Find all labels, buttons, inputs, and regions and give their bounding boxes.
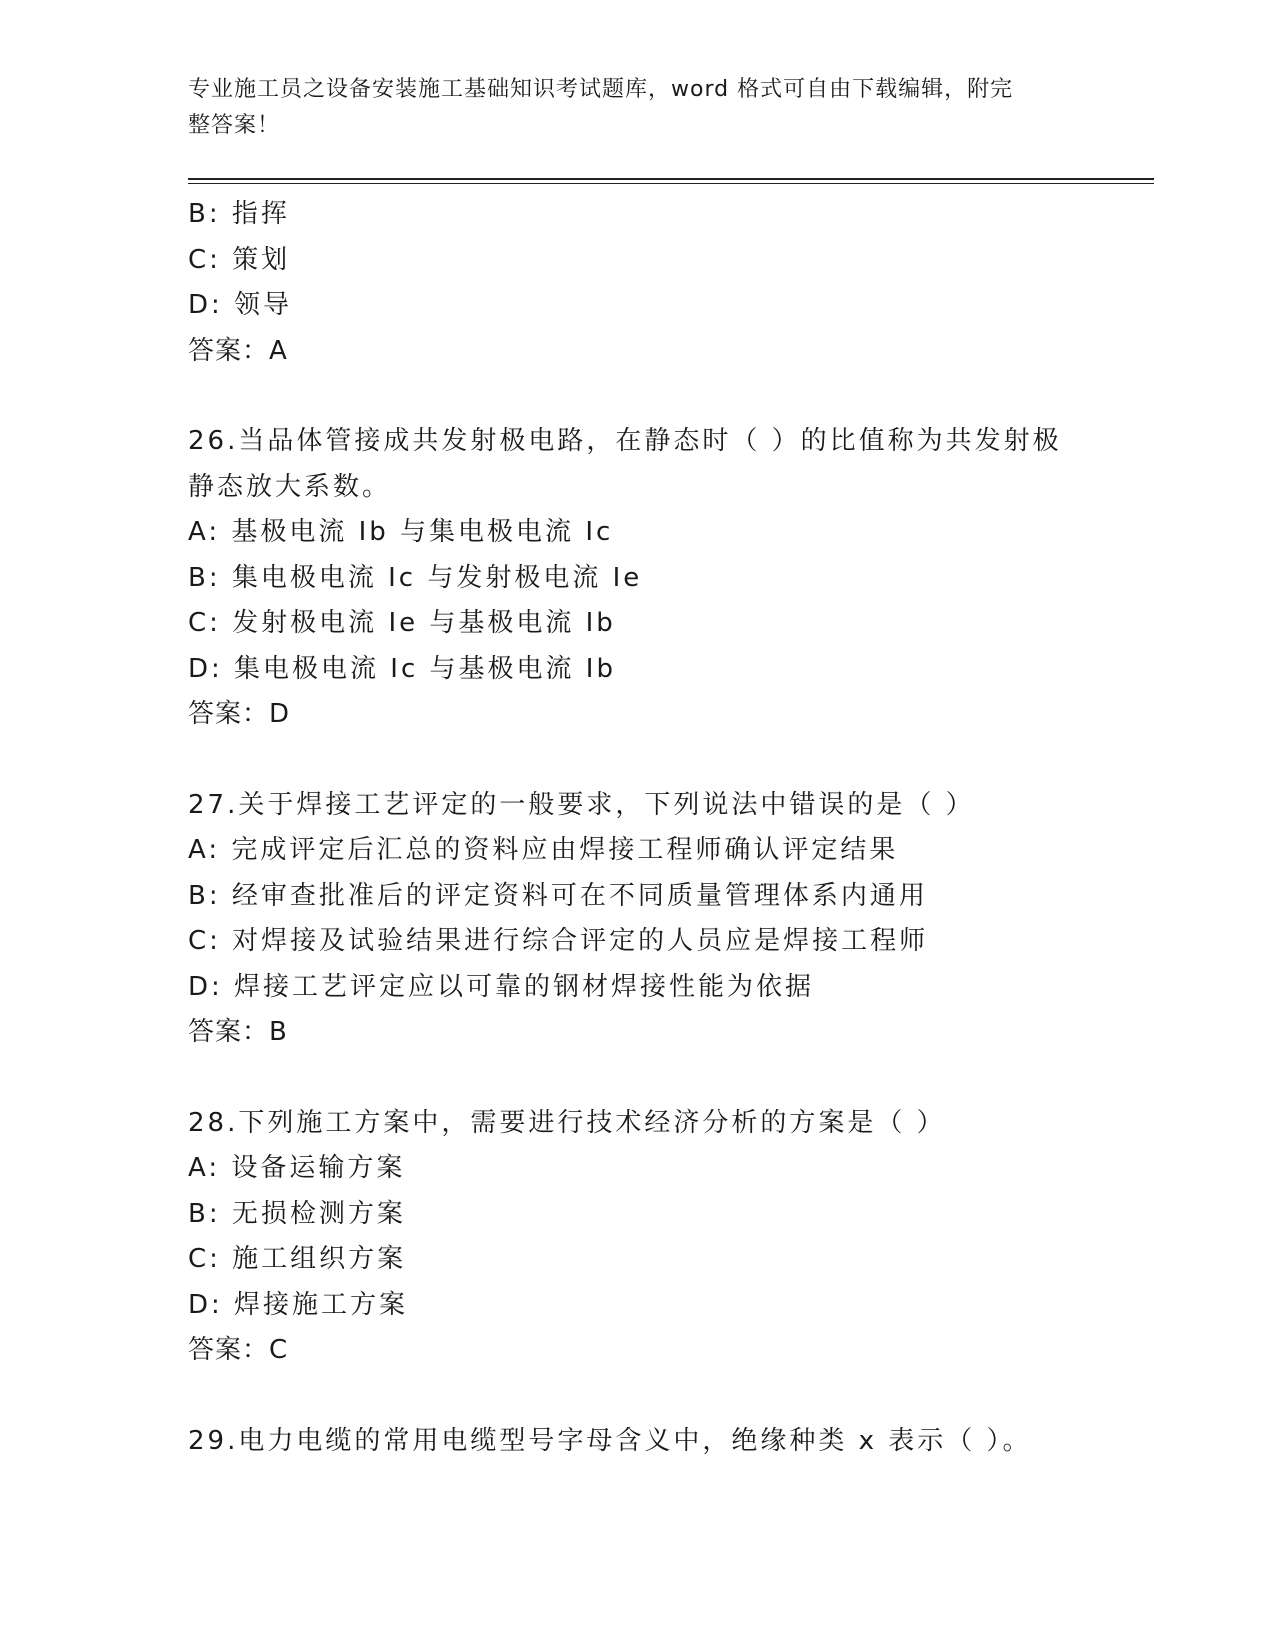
option-d: D: 领导 xyxy=(188,290,293,320)
question-stem: 29.电力电缆的常用电缆型号字母含义中，绝缘种类 x 表示（ ）。 xyxy=(188,1425,1032,1456)
header-rule-thin xyxy=(188,183,1154,184)
option-b: B: 集电极电流 Ic 与发射极电流 Ie xyxy=(188,562,643,593)
option-b: B: 无损检测方案 xyxy=(188,1198,406,1229)
question-28 xyxy=(188,1101,1128,1374)
option-d: D: 焊接工艺评定应以可靠的钢材焊接性能为依据 xyxy=(188,971,815,1002)
header-rule-thick xyxy=(188,178,1154,180)
answer: 答案：C xyxy=(188,1335,289,1365)
option-a: A: 基极电流 Ib 与集电极电流 Ic xyxy=(188,517,614,547)
option-c: C: 策划 xyxy=(188,244,291,275)
option-a: A: 完成评定后汇总的资料应由焊接工程师确认评定结果 xyxy=(188,835,899,865)
option-b: B: 指挥 xyxy=(188,199,290,229)
option-c: C: 发射极电流 Ie 与基极电流 Ib xyxy=(188,608,616,638)
question-list xyxy=(188,192,1128,1464)
option-c: C: 对焊接及试验结果进行综合评定的人员应是焊接工程师 xyxy=(188,926,929,956)
option-c: C: 施工组织方案 xyxy=(188,1244,407,1274)
option-b: B: 经审查批准后的评定资料可在不同质量管理体系内通用 xyxy=(188,880,928,911)
option-a: A: 设备运输方案 xyxy=(188,1153,406,1183)
question-26 xyxy=(188,419,1128,738)
question-stem: 28.下列施工方案中，需要进行技术经济分析的方案是（ ） xyxy=(188,1107,946,1138)
answer: 答案：A xyxy=(188,335,288,366)
option-d: D: 集电极电流 Ic 与基极电流 Ib xyxy=(188,653,616,684)
question-29 xyxy=(188,1419,1128,1465)
question-25 xyxy=(188,192,1128,374)
question-27 xyxy=(188,783,1128,1056)
document-header xyxy=(188,72,1068,144)
option-d: D: 焊接施工方案 xyxy=(188,1289,409,1320)
question-stem: 27.关于焊接工艺评定的一般要求，下列说法中错误的是（ ） xyxy=(188,789,975,820)
answer: 答案：B xyxy=(188,1017,288,1047)
question-stem-continued: 静态放大系数。 xyxy=(188,471,392,502)
question-stem: 26.当品体管接成共发射极电路，在静态时（ ）的比值称为共发射极 xyxy=(188,426,1062,456)
header-line-2: 整答案！ xyxy=(188,113,281,138)
answer: 答案：D xyxy=(188,699,291,729)
header-line-1: 专业施工员之设备安装施工基础知识考试题库，word 格式可自由下载编辑，附完 xyxy=(188,77,1014,102)
